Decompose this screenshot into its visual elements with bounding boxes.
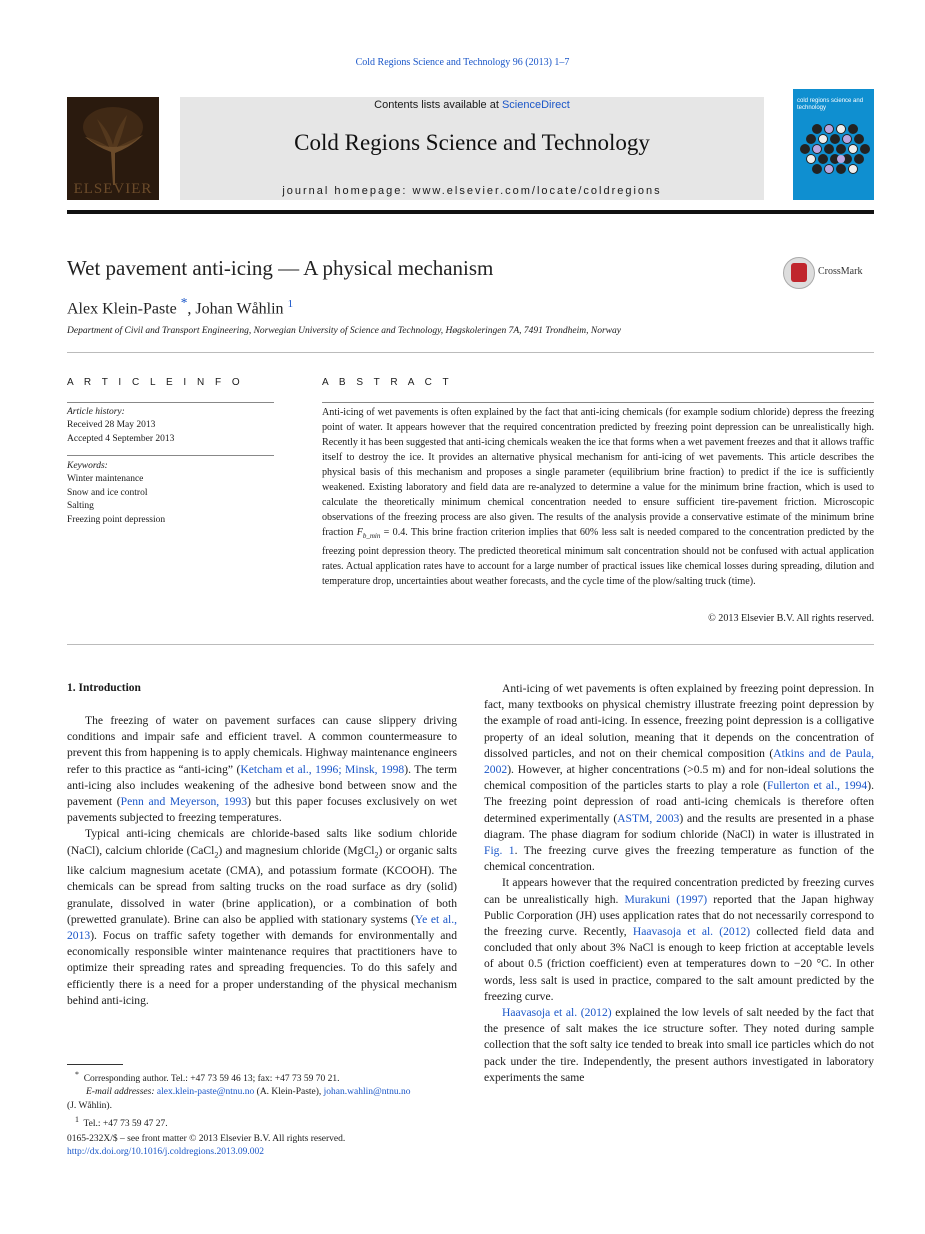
divider (67, 402, 274, 403)
email-link[interactable]: johan.wahlin@ntnu.no (323, 1087, 411, 1098)
contents-line (180, 99, 764, 111)
author-list (67, 295, 293, 318)
corresponding-footnote (67, 1068, 457, 1086)
citation-link[interactable]: ASTM, 2003 (617, 811, 680, 825)
body-column-right (484, 681, 874, 1086)
keyword-item: Freezing point depression (67, 514, 166, 525)
author-footnote (67, 1113, 457, 1131)
elsevier-logo (67, 97, 159, 200)
copyright: © 2013 Elsevier B.V. All rights reserved. (708, 613, 874, 624)
text-run: ). Focus on traffic safety together with demands for environmentally and economically responsible winter maintenance requires that practitioners have to optimize their spreading rates and spreading frequencies. To do this safely and efficiently there is a need for a proper understanding of the physical mechanism behind anti-icing. (67, 928, 457, 1007)
citation-link[interactable]: Penn and Meyerson, 1993 (120, 795, 248, 809)
author-1: Alex Klein-Paste (67, 300, 181, 318)
footnotes (67, 1068, 457, 1132)
issn-line: 0165-232X/$ – see front matter © 2013 Elsevier B.V. All rights reserved. (67, 1134, 346, 1144)
author-separator: , (187, 300, 196, 318)
footnote-mark: 1 (75, 1115, 79, 1125)
divider (67, 644, 874, 645)
history-label: Article history: (67, 407, 125, 417)
citation-link[interactable]: Haavasoja et al. (2012) (632, 925, 751, 939)
article-info-heading: A R T I C L E I N F O (67, 377, 244, 388)
cover-title: cold regions science and technology (797, 98, 864, 111)
corresponding-author-mark[interactable]: * (180, 295, 188, 310)
divider (67, 352, 874, 353)
abstract-heading: A B S T R A C T (322, 377, 453, 388)
text-run: ) or organic salts like calcium magnesium acetate (CMA), and potassium formate (KCOOH). The chemicals can be spread from salting trucks on the road surface as dry (solid) granulate, dissolved in water (brine application), or a combination of both (prewetted granulate). Brine can also be applied with stationary systems ( (67, 843, 457, 926)
text-run: It appears however that the required concentration predicted by freezing curves can be unrealistically high. (484, 876, 874, 906)
received-date: Received 28 May 2013 (67, 420, 156, 431)
journal-cover[interactable] (793, 89, 874, 200)
email-owner: (J. Wåhlin). (67, 1100, 112, 1111)
citation-link[interactable]: Atkins and de Paula, 2002 (484, 746, 874, 777)
citation-link[interactable]: Fullerton et al., 1994 (766, 779, 868, 793)
body-column-left (67, 713, 457, 1009)
paragraph (484, 875, 874, 1005)
paragraph (67, 713, 457, 826)
citation-link[interactable]: Ketcham et al., 1996; Minsk, 1998 (240, 762, 405, 776)
email-link[interactable]: alex.klein-paste@ntnu.no (156, 1087, 255, 1098)
footnote-text: (A. Klein-Paste), (254, 1087, 324, 1098)
header-rule (67, 210, 874, 214)
text-run: ). However, at higher concentrations (>0.5 m) and for non-ideal solutions the chemical composition of the particles starts to play a role ( (484, 763, 874, 793)
subscript: 2 (374, 849, 379, 859)
footnote-1-mark[interactable]: 1 (287, 298, 294, 310)
text-run: collected field data and concluded that only about 3% NaCl is enough to keep friction at acceptable levels of about 0.5 (friction coefficient) even at temperatures down to −20 °C. In other words, less salt is used in practice, compared to the salt amount predicted by the freezing curve. (484, 925, 874, 1003)
keywords (67, 460, 274, 527)
brine-fraction-subscript: b_min (362, 532, 381, 541)
article-history (67, 406, 274, 446)
keyword-item: Salting (67, 501, 94, 512)
text-run: The freezing of water on pavement surfaces can cause slippery driving conditions and impair safe and efficient travel. A common countermeasure to prevent this from happening is to apply chemicals. Highway maintenance engineers refer to this practice as “anti-icing” ( (67, 714, 457, 776)
text-run: Typical anti-icing chemicals are chloride-based salts like sodium chloride (NaCl), calcium chloride (CaCl (67, 827, 457, 857)
keywords-label: Keywords: (67, 461, 108, 471)
text-run: . The freezing curve gives the freezing temperature as function of the chemical concentration. (484, 844, 874, 874)
contents-prefix: Contents lists available at (374, 99, 502, 111)
section-heading: 1. Introduction (67, 682, 141, 694)
issn-block (67, 1133, 345, 1160)
text-run: ) and magnesium chloride (MgCl (218, 843, 375, 857)
text-run: ) and the results are presented in a phase diagram. The phase diagram for sodium chloride (NaCl) in water is illustrated in (484, 811, 875, 841)
text-run: ) but this paper focuses exclusively on wet pavements subjected to freezing temperatures. (67, 795, 457, 825)
journal-title: Cold Regions Science and Technology (294, 130, 650, 155)
paragraph (484, 681, 874, 875)
footnote-mark: * (75, 1070, 79, 1079)
journal-reference[interactable]: Cold Regions Science and Technology 96 (2013) 1–7 (355, 57, 570, 68)
citation-link[interactable]: Ye et al., 2013 (67, 912, 457, 942)
text-run: ). The term anti-icing also includes weakening of the adhesive bond between snow and the pavement ( (67, 762, 457, 809)
elsevier-wordmark: ELSEVIER (73, 181, 153, 197)
text-run: explained the low levels of salt needed by the fact that the presence of salt makes the ice structure softer. They noted during sample collection that the soft salty ice tended to break into small ice particles which do not pack under the tire. Independently, the present authors investigated in laboratory experiments the same (484, 1006, 874, 1084)
author-2: Johan Wåhlin (195, 300, 288, 318)
figure-link[interactable]: Fig. 1 (484, 844, 515, 858)
footnote-text: Tel.: +47 73 59 47 27. (83, 1119, 168, 1130)
article-title: Wet pavement anti-icing — A physical mechanism (67, 256, 494, 280)
email-footnote (67, 1086, 457, 1099)
citation-link[interactable]: Haavasoja et al. (2012) (502, 1006, 612, 1020)
text-run: reported that the Japan highway Public Corporation (JH) uses application rates that do not necessarily correspond to the freezing curve. Recently, (484, 892, 874, 939)
text-run: Anti-icing of wet pavements is often explained by freezing point depression. In fact, many textbooks on physical chemistry illustrate freezing point depression by the example of road anti-icing. In essence, freezing point depression is a colligative property of an ideal solution, meaning that it depends on the concentration of dissolved particles, and not on their chemical composition ( (484, 682, 874, 760)
crossmark-icon (783, 257, 815, 289)
email-label: E-mail addresses: (86, 1087, 157, 1098)
abstract-part: = 0.4. This brine fraction criterion implies that 60% less salt is needed compared to the concentration predicted by the freezing point depression theory. The predicted theoretical minimum salt concentration should not be confused with actual application rates. Actual application rates have to account for a large number of practical issues like chemical losses during spreading, dilution and temperature drop, uncertainties about weather forecasts, and the cycle time of the plow/salting truck (time). (322, 527, 874, 588)
crossmark-label: CrossMark (818, 266, 863, 277)
paragraph (67, 826, 457, 1009)
sciencedirect-link[interactable]: ScienceDirect (501, 99, 570, 111)
keyword-item: Winter maintenance (67, 474, 144, 485)
citation-link[interactable]: Murakuni (1997) (624, 892, 708, 906)
abstract-text (322, 405, 874, 589)
footnote-text: Corresponding author. Tel.: +47 73 59 46 13; fax: +47 73 59 70 21. (83, 1074, 340, 1085)
footnote-rule (67, 1064, 123, 1065)
text-run: ). The freezing point depression of road anti-icing chemicals is therefore often determined experimentally ( (484, 779, 874, 825)
divider (67, 455, 274, 456)
abstract-part: Anti-icing of wet pavements is often explained by the fact that anti-icing chemicals (for example sodium chloride) depress the freezing point of water. It appears however that the required concentration predicted by freezing point depression can be unrealistically high. Recently it has been suggested that anti-icing chemicals weaken the ice that forms when a wet pavement freezes and that it allows traffic itself to destroy the ice. It provides an alternative physical mechanism for anti-icing of wet pavements. This article describes the physical basis of this mechanism and proposes a single parameter (equilibrium brine fraction) to predict if the ice is sufficiently weakened. Existing laboratory and field data are re-analyzed to determine a value for the minimum brine fraction, which is used to calculate the theoretically minimum chemical concentration needed to ensure sufficient tire-pavement friction. Microscopic observations of the freezing process are also given. The results of the analysis provide a conservative estimate of the minimum brine fraction (322, 407, 874, 538)
journal-homepage[interactable]: journal homepage: www.elsevier.com/locate/coldregions (282, 185, 662, 197)
doi-link[interactable]: http://dx.doi.org/10.1016/j.coldregions.2013.09.002 (67, 1147, 264, 1158)
keyword-item: Snow and ice control (67, 487, 148, 498)
affiliation: Department of Civil and Transport Engineering, Norwegian University of Science and Technology, Høgskoleringen 7A, 7491 Trondheim, Norway (67, 326, 621, 336)
accepted-date: Accepted 4 September 2013 (67, 433, 175, 444)
paragraph (484, 1005, 874, 1086)
divider (322, 402, 874, 403)
crossmark-badge[interactable] (783, 257, 883, 289)
subscript: 2 (214, 849, 219, 859)
brine-fraction-symbol: F (356, 527, 363, 538)
